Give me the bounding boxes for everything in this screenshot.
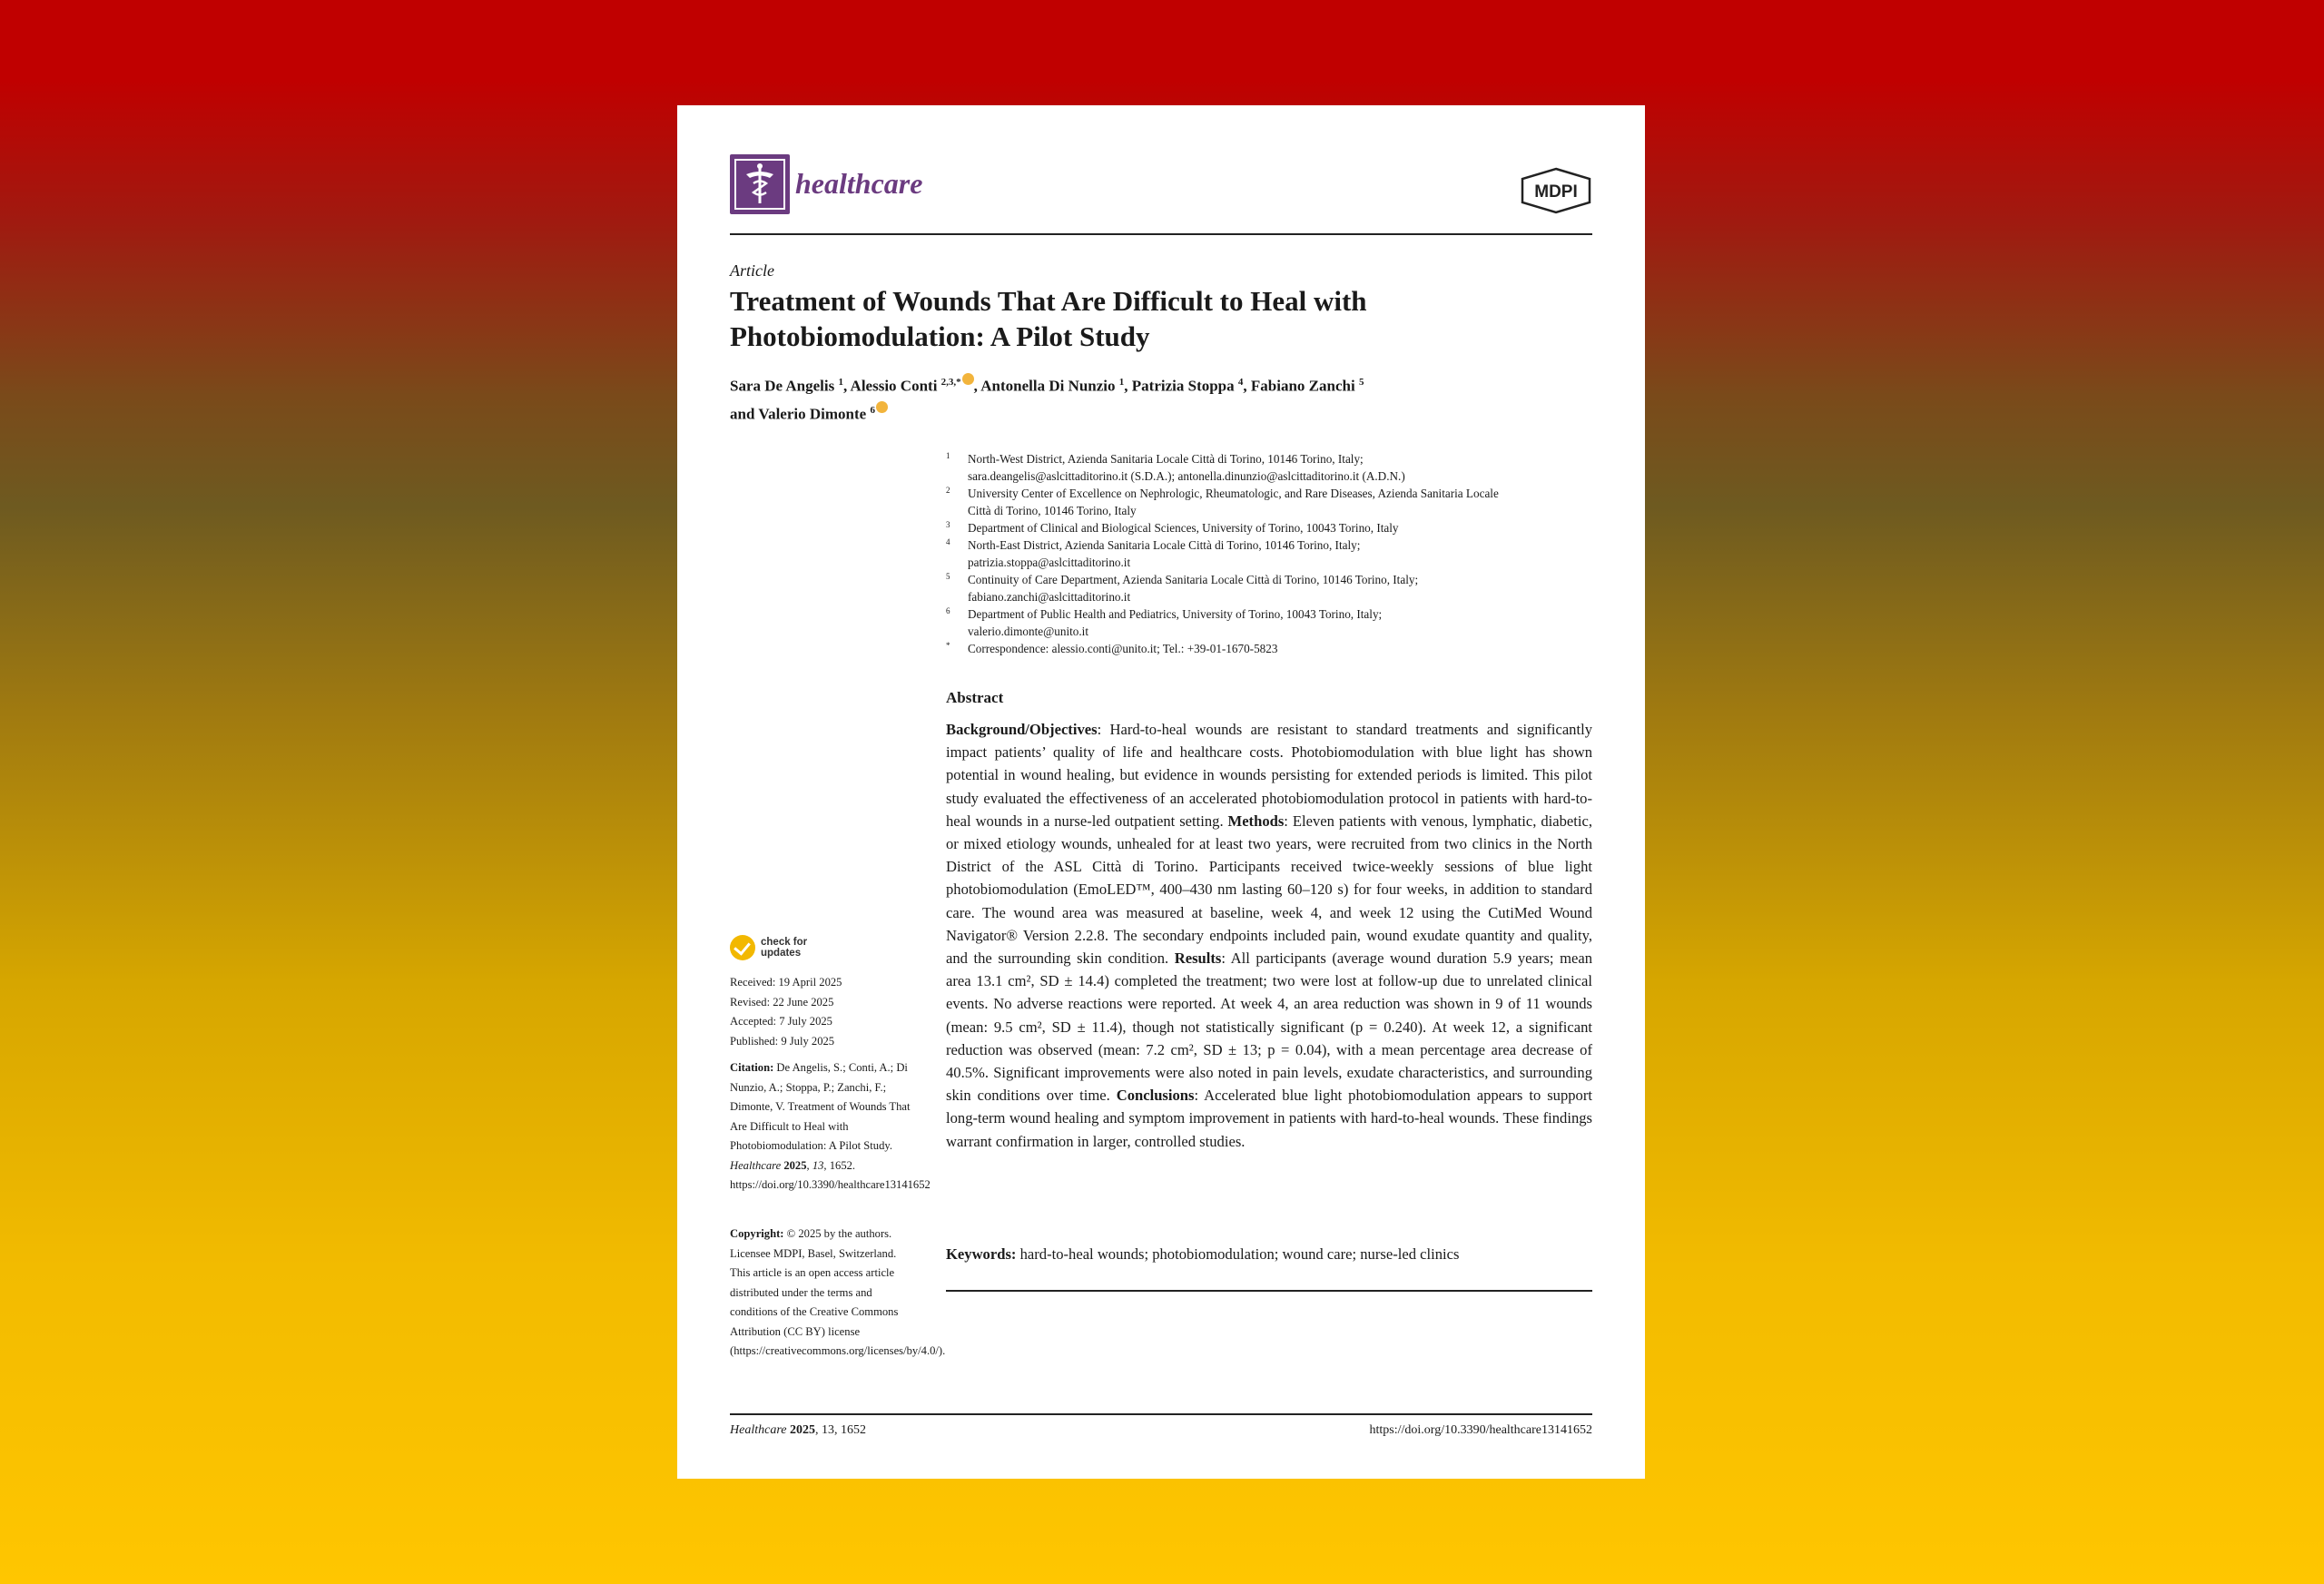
affiliation-number: 5 xyxy=(946,572,950,581)
citation-volume: , 13 xyxy=(806,1158,824,1172)
background-text: : Hard-to-heal wounds are resistant to standard treatments and significantly impact patients’ quality of life and healthcare costs. Photobiomodulation with blue light has shown potential in wound healing, but evidence in wounds persisting for extended periods is limited. This pilot study evaluated the effectiveness of an accelerated photobiomodulation protocol in patients with hard-to-heal wounds in a nurse-led outpatient setting. xyxy=(946,721,1592,830)
affiliation-number: 4 xyxy=(946,537,950,546)
affiliation-text-line2: fabiano.zanchi@aslcittaditorino.it xyxy=(968,590,1131,604)
copyright-label: Copyright: xyxy=(730,1227,784,1240)
affiliation-item xyxy=(946,519,1592,536)
author-affiliation-sup: 1 xyxy=(838,377,843,388)
results-text: : All participants (average wound duration 5.9 years; mean area 13.1 cm², SD ± 14.4) completed the treatment; two were lost at follow-up due to unrelated clinical events. No adverse reactions were reported. At week 4, an area reduction was shown in 9 of 11 wounds (mean: 9.5 cm², SD ± 11.4), though not statistically significant (p = 0.240). At week 12, a significant reduction was observed (mean: 7.2 cm², SD ± 13; p = 0.04), with a mean percentage area decrease of 40.5%. Significant improvements were also noted in pain levels, exudate characteristics, and surrounding skin conditions over time. xyxy=(946,949,1592,1105)
affiliation-number: 2 xyxy=(946,486,950,495)
journal-name[interactable]: healthcare xyxy=(795,167,923,200)
background-label: Background/Objectives xyxy=(946,721,1098,738)
results-label: Results xyxy=(1174,949,1222,968)
check-updates-line1: check for xyxy=(761,937,808,948)
affiliation-text-line2: valerio.dimonte@unito.it xyxy=(968,625,1089,638)
author-separator: , xyxy=(1124,377,1132,395)
author-affiliation-sup: 5 xyxy=(1358,377,1364,388)
citation-pages[interactable]: , 1652. https://doi.org/10.3390/healthcare13141652 xyxy=(730,1158,931,1191)
citation-text: De Angelis, S.; Conti, A.; Di Nunzio, A.; Stoppa, P.; Zanchi, F.; Dimonte, V. Treatment of Wounds That Are Difficult to Heal with Photobiomodulation: A Pilot Study. xyxy=(730,1061,911,1152)
citation-year: 2025 xyxy=(781,1158,807,1172)
keywords-label: Keywords: xyxy=(946,1245,1017,1263)
citation-block xyxy=(730,1058,931,1195)
healthcare-journal-icon xyxy=(730,154,790,214)
check-updates-line2: updates xyxy=(761,948,802,959)
author-separator: , xyxy=(842,377,851,395)
author-name[interactable]: Sara De Angelis xyxy=(730,377,839,395)
affiliation-text-line2: sara.deangelis@aslcittaditorino.it (S.D.A.); antonella.dinunzio@aslcittaditorino.it (A.D.N.) xyxy=(968,469,1405,483)
article-title: Treatment of Wounds That Are Difficult to Heal with Photobiomodulation: A Pilot Study xyxy=(730,285,1367,352)
author-affiliation-sup: 4 xyxy=(1237,377,1244,388)
footer-citation xyxy=(730,1423,866,1438)
affiliation-text-line2: Città di Torino, 10146 Torino, Italy xyxy=(968,504,1137,517)
affiliation-item xyxy=(946,485,1592,519)
checkmark-icon xyxy=(730,935,755,960)
affiliation-text: University Center of Excellence on Nephrologic, Rheumatologic, and Rare Diseases, Azienda Sanitaria Locale xyxy=(968,487,1499,500)
author-name[interactable]: Fabiano Zanchi xyxy=(1250,377,1359,395)
affiliation-text: Department of Public Health and Pediatrics, University of Torino, 10043 Torino, Italy; xyxy=(968,607,1383,621)
author-affiliation-sup: 1 xyxy=(1118,377,1125,388)
conclusions-label: Conclusions xyxy=(1116,1087,1195,1105)
author-name[interactable]: and Valerio Dimonte xyxy=(730,405,871,423)
affiliation-item xyxy=(946,571,1592,605)
article-page xyxy=(677,105,1645,1479)
citation-label: Citation: xyxy=(730,1061,774,1074)
article-type: Article xyxy=(730,261,774,280)
methods-text: : Eleven patients with venous, lymphatic, diabetic, or mixed etiology wounds, unhealed for at least two years, were recruited from two clinics in the North District of the ASL Città di Torino. Participants received twice-weekly sessions of blue light photobiomodulation (EmoLED™, 400–430 nm lasting 60–120 s) for four weeks, in addition to standard care. The wound area was measured at baseline, week 4, and week 12 using the CutiMed Wound Navigator® Version 2.2.8. The secondary endpoints included pain, wound exudate quantity and quality, and the surrounding skin condition. xyxy=(946,812,1592,968)
date-revised: Revised: 22 June 2025 xyxy=(730,995,834,1008)
footer-year: 2025 xyxy=(786,1423,815,1437)
date-published: Published: 9 July 2025 xyxy=(730,1034,835,1048)
date-accepted: Accepted: 7 July 2025 xyxy=(730,1015,832,1028)
footer-doi-link[interactable]: https://doi.org/10.3390/healthcare13141652 xyxy=(1369,1423,1592,1437)
affiliation-number: * xyxy=(946,641,950,650)
author-name[interactable]: Patrizia Stoppa xyxy=(1131,377,1238,395)
footer-journal: Healthcare xyxy=(730,1423,787,1437)
author-affiliation-sup: 6 xyxy=(870,404,875,416)
affiliation-text: Correspondence: alessio.conti@unito.it; Tel.: +39-01-1670-5823 xyxy=(968,642,1278,655)
publication-dates xyxy=(730,973,911,1051)
header-divider xyxy=(730,233,1592,235)
mdpi-logo-icon[interactable] xyxy=(1520,167,1592,219)
footer-divider xyxy=(730,1413,1592,1415)
author-list xyxy=(730,370,1547,426)
affiliation-number: 1 xyxy=(946,451,950,460)
author-name[interactable]: Alessio Conti xyxy=(850,377,941,395)
affiliations xyxy=(946,450,1592,657)
keywords xyxy=(946,1243,1592,1265)
publisher-name: MDPI xyxy=(1534,182,1578,202)
affiliation-item xyxy=(946,605,1592,640)
date-received: Received: 19 April 2025 xyxy=(730,976,842,989)
abstract-heading: Abstract xyxy=(946,689,1004,706)
affiliation-number: 6 xyxy=(946,606,950,615)
copyright-block xyxy=(730,1225,946,1362)
abstract-body xyxy=(946,718,1592,1153)
affiliation-text: North-West District, Azienda Sanitaria Locale Città di Torino, 10146 Torino, Italy; xyxy=(968,452,1364,466)
affiliation-text-line2: patrizia.stoppa@aslcittaditorino.it xyxy=(968,556,1131,569)
check-for-updates-badge[interactable] xyxy=(730,935,807,960)
author-separator: , xyxy=(973,377,981,395)
keywords-divider xyxy=(946,1290,1592,1292)
author-separator: , xyxy=(1243,377,1251,395)
methods-label: Methods xyxy=(1227,812,1285,830)
affiliation-item xyxy=(946,450,1592,485)
conclusions-text: : Accelerated blue light photobiomodulation appears to support long-term wound healing and symptom improvement in patients with hard-to-heal wounds. These findings warrant confirmation in larger, controlled studies. xyxy=(946,1087,1592,1150)
affiliation-item xyxy=(946,536,1592,571)
affiliation-text: Department of Clinical and Biological Sciences, University of Torino, 10043 Torino, Italy xyxy=(968,521,1399,535)
orcid-icon[interactable] xyxy=(876,401,888,413)
footer-volume: , 13, 1652 xyxy=(814,1423,866,1437)
affiliation-item xyxy=(946,640,1592,657)
author-name[interactable]: Antonella Di Nunzio xyxy=(980,377,1119,395)
copyright-text: © 2025 by the authors. Licensee MDPI, Basel, Switzerland. This article is an open access article distributed under the terms and conditions of the Creative Commons Attribution (CC BY) license (https://creativecommons.org/licenses/by/4.0/). xyxy=(730,1227,946,1357)
orcid-icon[interactable] xyxy=(962,373,974,385)
affiliation-number: 3 xyxy=(946,520,950,529)
citation-journal: Healthcare xyxy=(730,1158,782,1172)
affiliation-text: North-East District, Azienda Sanitaria Locale Città di Torino, 10146 Torino, Italy; xyxy=(968,538,1361,552)
keywords-text: hard-to-heal wounds; photobiomodulation; wound care; nurse-led clinics xyxy=(1016,1245,1460,1263)
author-affiliation-sup: 2,3,* xyxy=(940,377,961,388)
affiliation-text: Continuity of Care Department, Azienda Sanitaria Locale Città di Torino, 10146 Torino, Italy; xyxy=(968,573,1419,586)
